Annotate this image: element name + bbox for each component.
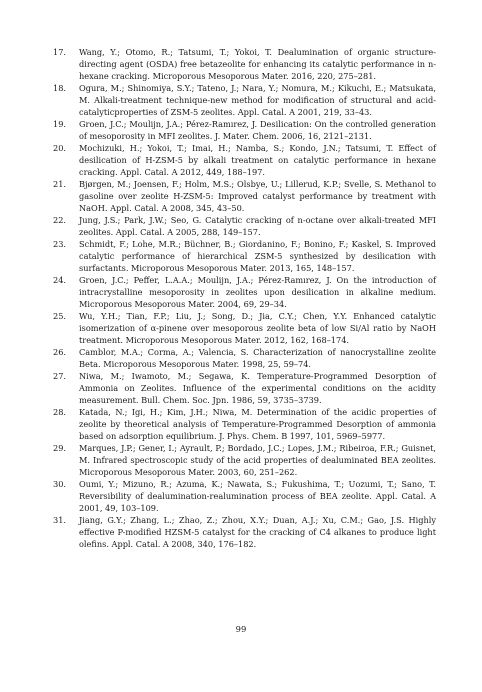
reference-text: Jiang, G.Y.; Zhang, L.; Zhao, Z.; Zhou, X.Y.; Duan, A.J.; Xu, C.M.; Gao, J.S. Highly effective P-modified HZSM-5 catalyst for the cracking of C4 alkanes to produce light olefins. Appl. Catal. A 2008, 340, 176–182.: [79, 515, 436, 549]
reference-text: Jung, J.S.; Park, J.W.; Seo, G. Catalytic cracking of n-octane over alkali-treated MFI zeolites. Appl. Catal. A 2005, 288, 149–157.: [79, 215, 436, 237]
reference-text: Marques, J.P.; Gener, I.; Ayrault, P.; Bordado, J.C.; Lopes, J.M.; Ribeiroa, F.R.; Guisnet, M. Infrared spectroscopic study of the acid properties of dealuminated BEA zeolites. Microporous Mesoporous Mater. 2003, 60, 251–262.: [79, 443, 436, 477]
reference-number: 29.: [53, 443, 67, 453]
reference-number: 24.: [53, 275, 67, 285]
reference-text: Ogura, M.; Shinomiya, S.Y.; Tateno, J.; Nara, Y.; Nomura, M.; Kikuchi, E.; Matsukata, M. Alkali-treatment technique-new method for modification of structural and acid-catalyticproperties of ZSM-5 zeolites. Appl. Catal. A 2001, 219, 33–43.: [79, 83, 436, 117]
reference-number: 19.: [53, 119, 67, 129]
reference-number: 17.: [53, 47, 67, 57]
reference-text: Schmidt, F.; Lohe, M.R.; Büchner, B.; Giordanino, F.; Bonino, F.; Kaskel, S. Improved catalytic performance of hierarchical ZSM-5 synthesized by desilication with surfactants. Microporous Mesoporous Mater. 2013, 165, 148–157.: [79, 239, 436, 273]
reference-text: Camblor, M.A.; Corma, A.; Valencia, S. Characterization of nanocrystalline zeolite Beta. Microporous Mesoporous Mater. 1998, 25, 59–74.: [79, 347, 436, 369]
reference-number: 25.: [53, 311, 67, 321]
reference-number: 21.: [53, 179, 67, 189]
reference-number: 30.: [53, 479, 67, 489]
reference-text: Katada, N.; Igi, H.; Kim, J.H.; Niwa, M. Determination of the acidic properties of zeolite by theoretical analysis of Temperature-Programmed Desorption of ammonia based on adsorption equilibrium. J. Phys. Chem. B 1997, 101, 5969–5977.: [79, 407, 436, 441]
reference-number: 28.: [53, 407, 67, 417]
reference-text: Mochizuki, H.; Yokoi, T.; Imai, H.; Namba, S.; Kondo, J.N.; Tatsumi, T. Effect of desilication of H-ZSM-5 by alkali treatment on catalytic performance in hexane cracking. Appl. Catal. A 2012, 449, 188–197.: [79, 143, 436, 177]
reference-text: Bjørgen, M.; Joensen, F.; Holm, M.S.; Olsbye, U.; Lillerud, K.P.; Svelle, S. Methanol to gasoline over zeolite H-ZSM-5: Improved catalyst performance by treatment with NaOH. Appl. Catal. A 2008, 345, 43–50.: [79, 179, 436, 213]
reference-text: Niwa, M.; Iwamoto, M.; Segawa, K. Temperature-Programmed Desorption of Ammonia on Zeolites. Influence of the experimental conditions on the acidity measurement. Bull. Chem. Soc. Jpn. 1986, 59, 3735–3739.: [79, 371, 436, 405]
reference-number: 18.: [53, 83, 67, 93]
reference-text: Groen, J.C.; Peffer, L.A.A.; Moulijn, J.A.; Pérez-Ramırez, J. On the introduction of intracrystalline mesoporosity in zeolites upon desilication in alkaline medium. Microporous Mesoporous Mater. 2004, 69, 29–34.: [79, 275, 436, 309]
reference-number: 31.: [53, 515, 67, 525]
reference-number: 23.: [53, 239, 67, 249]
reference-text: Wu, Y.H.; Tian, F.P.; Liu, J.; Song, D.; Jia, C.Y.; Chen, Y.Y. Enhanced catalytic isomerization of α-pinene over mesoporous zeolite beta of low Si/Al ratio by NaOH treatment. Microporous Mesoporous Mater. 2012, 162, 168–174.: [79, 311, 436, 345]
reference-number: 22.: [53, 215, 67, 225]
reference-text: Wang, Y.; Otomo, R.; Tatsumi, T.; Yokoi, T. Dealumination of organic structure-directing agent (OSDA) free betazeolite for enhancing its catalytic performance in n-hexane cracking. Microporous Mesoporous Mater. 2016, 220, 275–281.: [79, 47, 436, 81]
page-number: 99: [235, 624, 247, 634]
reference-text: Oumi, Y.; Mizuno, R.; Azuma, K.; Nawata, S.; Fukushima, T.; Uozumi, T.; Sano, T. Reversibility of dealumination-realumination process of BEA zeolite. Appl. Catal. A 2001, 49, 103–109.: [79, 479, 436, 513]
reference-number: 20.: [53, 143, 67, 153]
reference-number: 27.: [53, 371, 67, 381]
reference-number: 26.: [53, 347, 67, 357]
reference-text: Groen, J.C.; Moulijn, J.A.; Pérez-Ramırez, J. Desilication: On the controlled generation of mesoporosity in MFI zeolites. J. Mater. Chem. 2006, 16, 2121–2131.: [79, 119, 436, 141]
